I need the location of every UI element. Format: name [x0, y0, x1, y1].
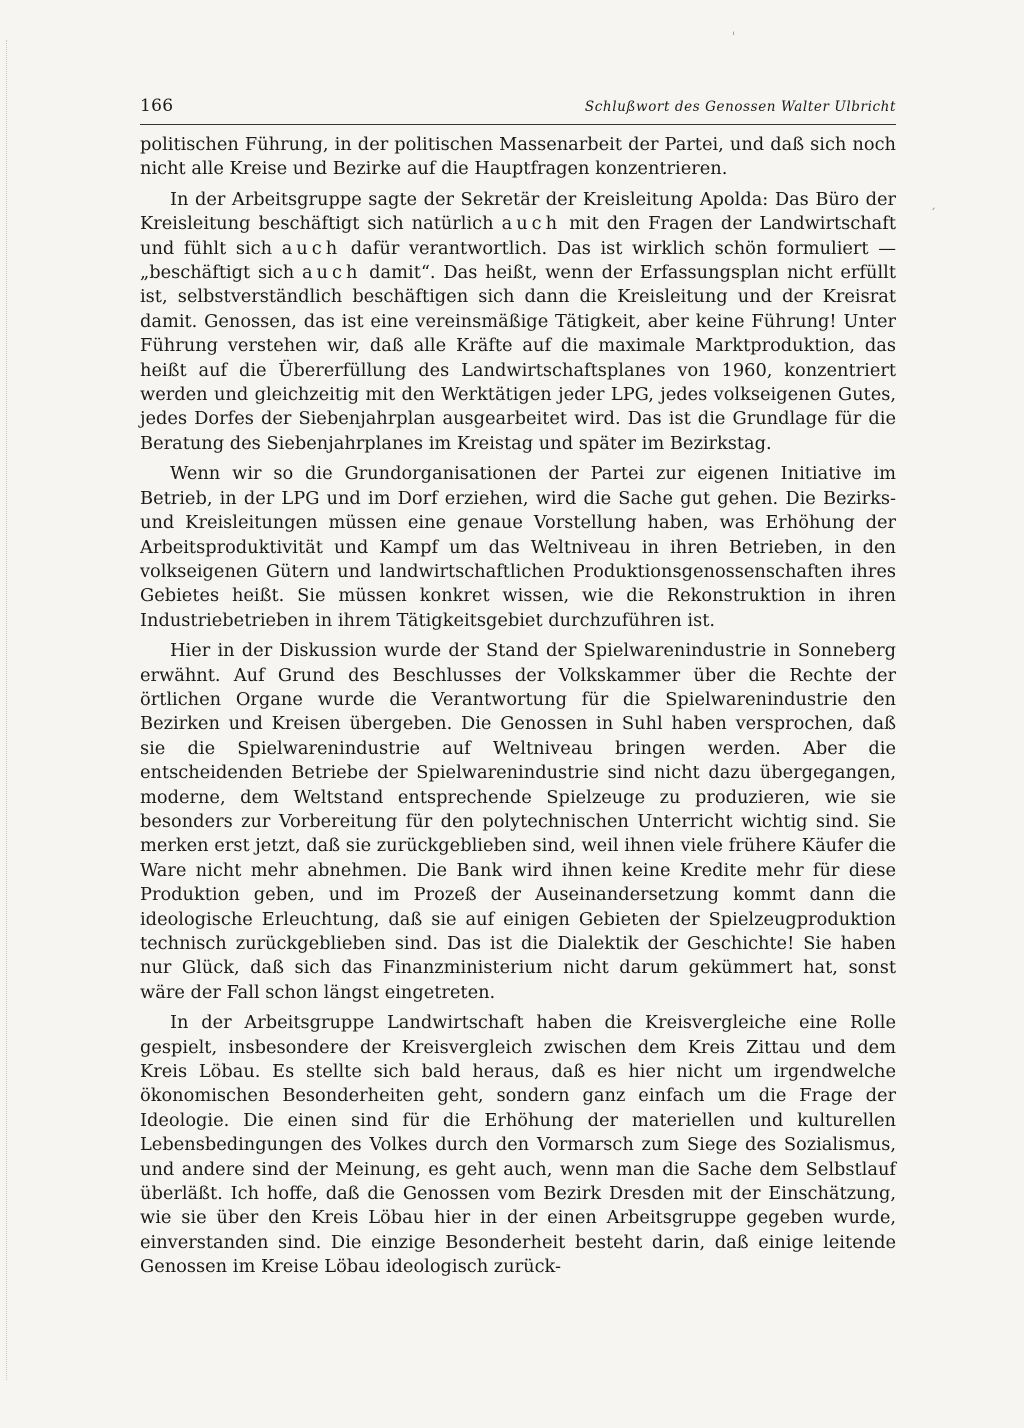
paragraph-text: damit“. Das heißt, wenn der Erfassungsplan nicht erfüllt ist, selbstverständlich beschäftigen sich dann die Kreisleitung und der Kreisrat damit. Genossen, das ist eine vereinsmäßige Tätigkeit, aber keine Führung! Unter Führung verstehen wir, daß alle Kräfte auf die maximale Marktproduktion, das heißt auf die Übererfüllung des Landwirtschaftsplanes von 1960, konzentriert werden und gleichzeitig mit den Werktätigen jeder LPG, jedes volkseigenen Gutes, jedes Dorfes der Siebenjahrplan ausgearbeitet wird. Das ist die Grundlage für die Beratung des Siebenjahrplanes im Kreistag und später im Bezirkstag. — [140, 262, 896, 454]
paragraph-text: Hier in der Diskussion wurde der Stand der Spielwarenindustrie in Sonneberg erwähnt. Auf Grund des Beschlusses der Volkskammer über die Rechte der örtlichen Organe wurde die Verantwortung für die Spielwarenindustrie den Bezirken und Kreisen übergeben. Die Genossen in Suhl haben versprochen, daß sie die Spielwarenindustrie auf Weltniveau bringen werden. Aber die entscheidenden Betriebe der Spielwarenindustrie sind nicht dazu übergegangen, moderne, dem Weltstand entsprechende Spielzeuge zu produzieren, wie sie besonders zur Vorbereitung für den polytechnischen Unterricht wichtig sind. Sie merken erst jetzt, daß sie zurückgeblieben sind, weil ihnen viele frühere Käufer die Ware nicht mehr abnehmen. Die Bank wird ihnen keine Kredite mehr für diese Produktion geben, und im Prozeß der Auseinandersetzung kommt dann die ideologische Erleuchtung, daß sie auf einigen Gebieten der Spielzeugproduktion technisch zurückgeblieben sind. Das ist die Dialektik der Geschichte! Sie haben nur Glück, daß sich das Finanzministerium nicht darum gekümmert hat, sonst wäre der Fall schon längst eingetreten. — [140, 640, 896, 1003]
document-page — [140, 96, 896, 1286]
paragraph — [140, 639, 896, 1005]
page-edge-shadow — [6, 40, 9, 1380]
paragraph — [140, 133, 896, 182]
emphasized-word: auch — [501, 213, 562, 235]
running-head: Schlußwort des Genossen Walter Ulbricht — [584, 99, 896, 115]
paragraph-text: mit den Fragen der Landwirtschaft und fühlt sich — [140, 213, 897, 259]
paragraph-text: In der Arbeitsgruppe Landwirtschaft haben die Kreisvergleiche eine Rolle gespielt, insbesondere der Kreisvergleich zwischen dem Kreis Zittau und dem Kreis Löbau. Es stellte sich bald heraus, daß es hier nicht um irgendwelche ökonomischen Besonderheiten geht, sondern ganz einfach um die Frage der Ideologie. Die einen sind für die Erhöhung der materiellen und kulturellen Lebensbedingungen des Volkes durch den Vormarsch zum Siege des Sozialismus, und andere sind der Meinung, es geht auch, wenn man die Sache dem Selbstlauf überläßt. Ich hoffe, daß die Genossen vom Bezirk Dresden mit der Einschätzung, wie sie über den Kreis Löbau hier in der einen Arbeitsgruppe gegeben wurde, einverstanden sind. Die einzige Besonderheit besteht darin, daß einige leitende Genossen im Kreise Löbau ideologisch zurück- — [140, 1012, 896, 1278]
emphasized-word: auch — [301, 262, 362, 284]
scan-speck: ˌ — [732, 22, 736, 36]
paragraph — [140, 188, 896, 456]
scan-speck: ˏ — [930, 196, 936, 210]
page-header — [140, 96, 896, 125]
paragraph-text: Wenn wir so die Grundorganisationen der Partei zur eigenen Initiative im Betrieb, in der LPG und im Dorf erziehen, wird die Sache gut gehen. Die Bezirks- und Kreisleitungen müssen eine genaue Vorstellung haben, was Erhöhung der Arbeitsproduktivität und Kampf um das Weltniveau in ihren Betrieben, in den volkseigenen Gütern und landwirtschaftlichen Produktionsgenossenschaften ihres Gebietes heißt. Sie müssen konkret wissen, wie die Rekonstruktion in ihren Industriebetrieben in ihrem Tätigkeitsgebiet durchzuführen ist. — [140, 463, 896, 631]
emphasized-word: auch — [281, 237, 342, 259]
paragraph — [140, 462, 896, 633]
page-number: 166 — [140, 96, 174, 116]
paragraph-text: politischen Führung, in der politischen Massenarbeit der Partei, und daß sich noch nicht alle Kreise und Bezirke auf die Hauptfragen konzentrieren. — [140, 134, 896, 180]
paragraph-text: In der Arbeitsgruppe sagte der Sekretär der Kreisleitung Apolda: Das Büro der Kreisleitung beschäftigt sich natürlich — [140, 188, 896, 235]
paragraph-text: dafür verantwortlich. Das ist wirklich schön formuliert — „beschäftigt sich — [140, 237, 896, 284]
paragraph — [140, 1011, 896, 1279]
body-text — [140, 133, 896, 1280]
